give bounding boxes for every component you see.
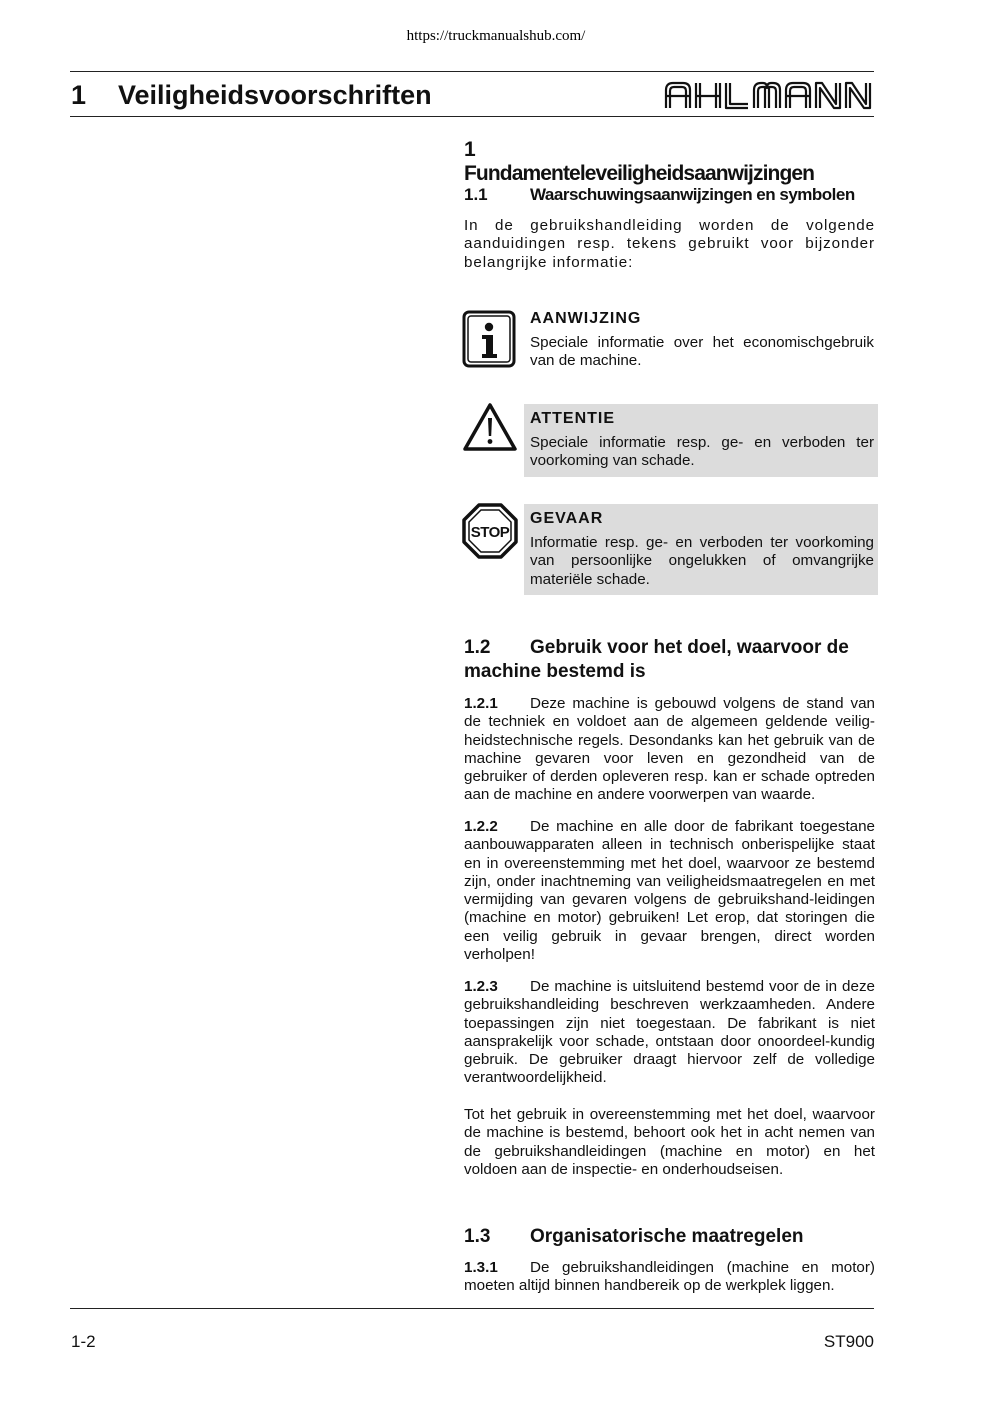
stop-sign-icon — [462, 503, 518, 564]
section-1-1-heading — [464, 185, 875, 205]
notice-attentie — [524, 404, 878, 477]
paragraph-1-2-3 — [464, 978, 875, 1088]
source-url: https://truckmanualshub.com/ — [406, 28, 586, 44]
notice-title: ATTENTIE — [530, 410, 616, 427]
paragraph-number: 1.2.3 — [464, 978, 498, 995]
warning-triangle-icon — [462, 402, 518, 457]
intro-paragraph — [464, 217, 875, 272]
section-title: Fundamenteleveiligheidsaanwijzingen — [464, 162, 815, 185]
svg-text:STOP: STOP — [470, 524, 510, 541]
header-top-rule — [70, 71, 874, 72]
chapter-title: Veiligheidsvoorschriften — [118, 80, 432, 110]
notice-text: Speciale informatie resp. ge- en verboden ter voorkoming van schade. — [530, 434, 874, 470]
model-label: ST900 — [823, 1332, 874, 1351]
paragraph-number: 1.2.2 — [464, 818, 498, 835]
ahlmann-logo-mark — [664, 80, 876, 110]
paragraph-number: 1.3.1 — [464, 1259, 498, 1276]
section-title: Organisatorische maatregelen — [530, 1226, 804, 1247]
ahlmann-logo — [664, 80, 876, 115]
paragraph-text: De gebruikshandleidingen (machine en motor) moeten altijd binnen handbereik op de werkplek liggen. — [464, 1259, 875, 1295]
section-title: Waarschuwingsaanwijzingen en symbolen — [530, 185, 855, 204]
notice-text: Speciale informatie over het economischgebruik van de machine. — [530, 334, 874, 370]
closing-paragraph — [464, 1106, 875, 1179]
footer-rule — [70, 1308, 874, 1309]
paragraph-text: De machine is uitsluitend bestemd voor de in deze gebruikshandleiding beschreven werkzaamheden. Andere toepassingen zijn niet toegestaan. De fabrikant is niet aansprakelijk voor schade, ontstaan door onoordeel-kundig gebruik. De gebruiker draagt hiervoor zelf de volledige verantwoordelijkheid. — [464, 978, 875, 1087]
notice-title: GEVAAR — [530, 510, 604, 527]
section-number: 1.3 — [464, 1226, 491, 1247]
intro-text: In de gebruikshandleiding worden de volgende aanduidingen resp. tekens gebruikt voor bijzonder belangrijke informatie: — [464, 217, 875, 271]
section-title: Gebruik voor het doel, waarvoor de machine bestemd is — [464, 637, 849, 682]
notice-gevaar — [524, 504, 878, 595]
header-bottom-rule — [70, 116, 874, 117]
section-number: 1.1 — [464, 185, 488, 204]
chapter-number: 1 — [71, 80, 87, 110]
page-number: 1-2 — [71, 1332, 96, 1351]
closing-text: Tot het gebruik in overeenstemming met het doel, waarvoor de machine is bestemd, behoort ook het in acht nemen van de gebruikshandleidingen (machine en motor) en het voldoen aan de inspectie- en onderhoudseisen. — [464, 1106, 875, 1178]
paragraph-number: 1.2.1 — [464, 695, 498, 712]
notice-title: AANWIJZING — [530, 310, 642, 327]
paragraph-1-2-1 — [464, 695, 875, 805]
section-1-2-heading — [464, 636, 875, 684]
paragraph-1-3-1 — [464, 1259, 875, 1296]
paragraph-text: Deze machine is gebouwd volgens de stand van de techniek en voldoet aan de algemeen geldende veilig-heidstechnische regels. Desondanks kan het gebruik van de machine gevaren voor leven en gezondheid van de gebruiker of derden opleveren resp. kan er schade optreden aan de machine en andere voorwerpen van waarde. — [464, 695, 875, 804]
section-1-heading — [464, 138, 875, 186]
info-icon — [462, 310, 516, 373]
paragraph-text: De machine en alle door de fabrikant toegestane aanbouwapparaten alleen in technisch onberispelijke staat en in overeenstemming met het doel, waarvoor ze bestemd zijn, onder inachtneming van veiligheidsmaatregelen en met vermijding van gevaren volgens de gebruikshand-leidingen (machine en motor) gebruiken! Let erop, dat storingen die een veilig gebruik in gevaar brengen, direct worden verholpen! — [464, 818, 875, 964]
notice-text: Informatie resp. ge- en verboden ter voorkoming van persoonlijke ongelukken of omvangrijke materiële schade. — [530, 534, 874, 588]
section-number: 1 — [464, 138, 476, 161]
section-1-3-heading — [464, 1225, 875, 1249]
paragraph-1-2-2 — [464, 818, 875, 964]
notice-aanwijzing — [524, 304, 878, 377]
section-number: 1.2 — [464, 637, 491, 658]
